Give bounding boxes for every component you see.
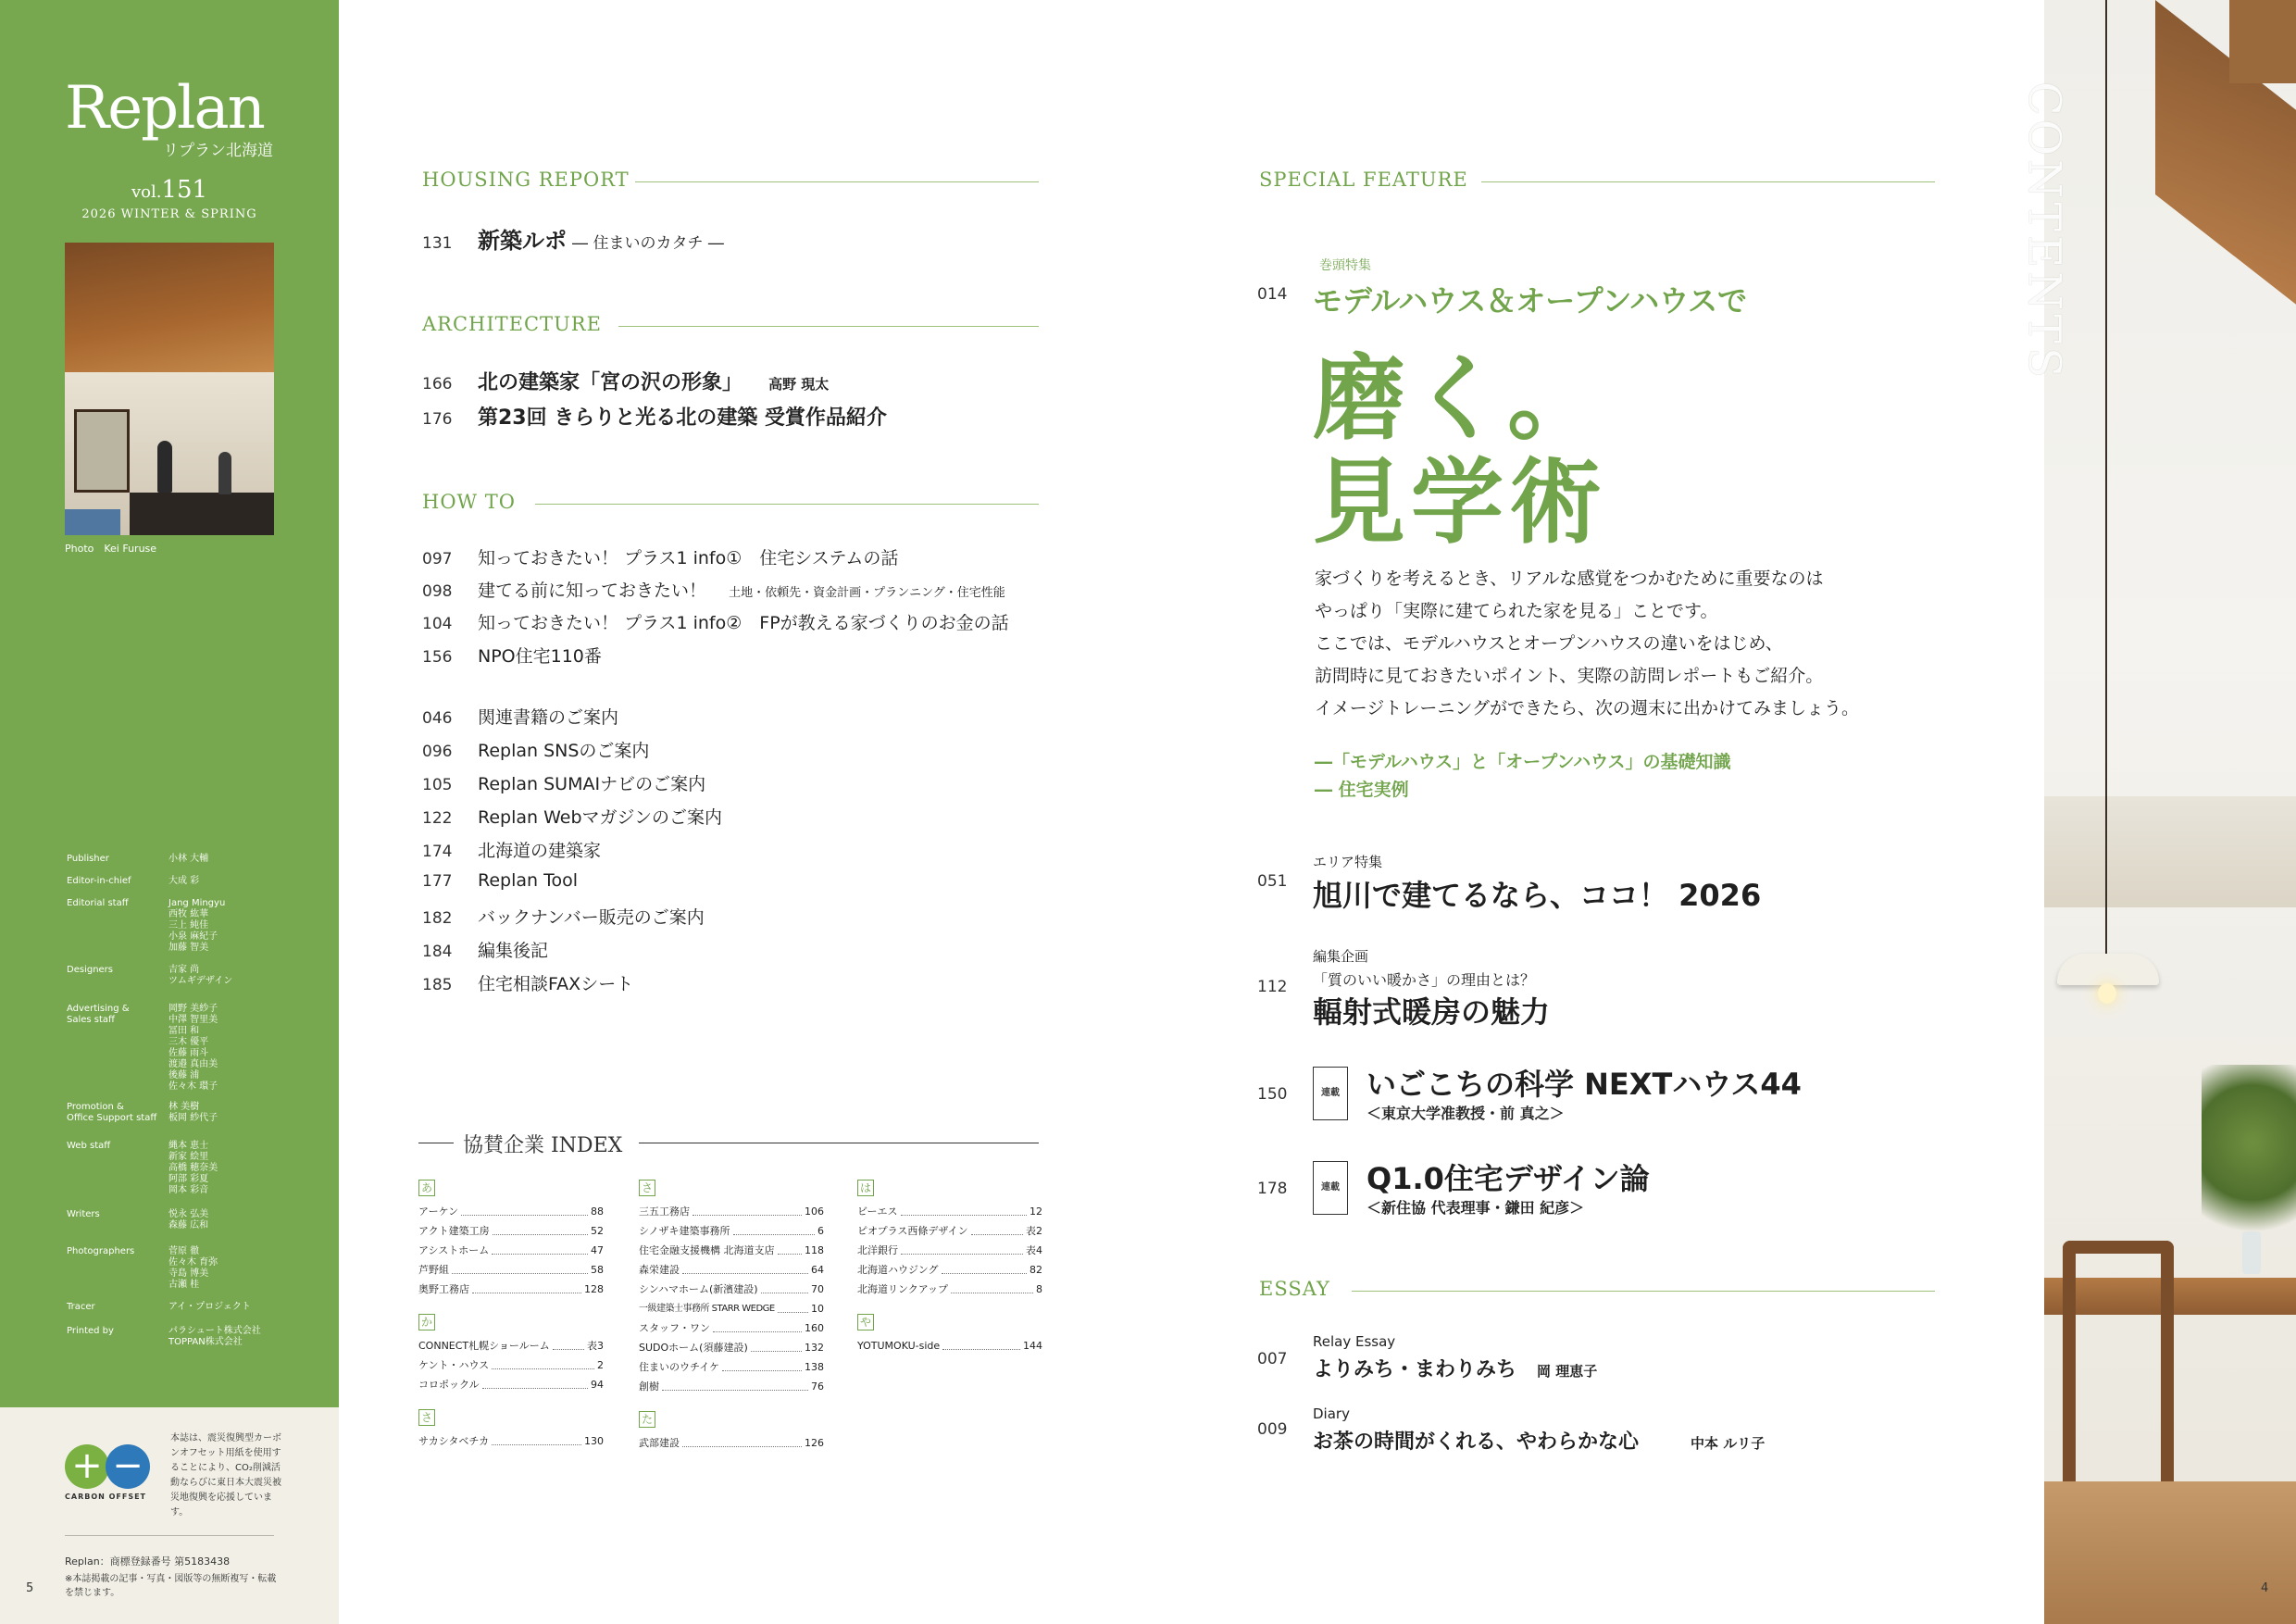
sponsor-entry bbox=[857, 1221, 1042, 1241]
section-rule bbox=[618, 326, 1039, 327]
sponsor-name: ピオプラス西條デザイン bbox=[857, 1225, 968, 1237]
staff-role: Printed by bbox=[67, 1326, 114, 1336]
sponsor-entry bbox=[418, 1355, 604, 1375]
staff-names: 縄本 恵士 新家 絵里 高橋 穂奈美 阿部 彩夏 岡本 彩音 bbox=[168, 1141, 218, 1195]
staff-names: パラシュート株式会社 TOPPAN株式会社 bbox=[168, 1326, 261, 1347]
toc-page: 176 bbox=[422, 410, 453, 429]
toc-item bbox=[422, 367, 829, 395]
staff-role: Designers bbox=[67, 965, 113, 975]
toc-title: NPO住宅110番 bbox=[478, 646, 602, 667]
toc-title: Q1.0住宅デザイン論 bbox=[1366, 1161, 1650, 1196]
toc-title: Replan Webマガジンのご案内 bbox=[478, 807, 723, 828]
sponsor-name: 三五工務店 bbox=[639, 1206, 690, 1218]
toc-page: 098 bbox=[422, 582, 453, 601]
sponsor-entry bbox=[857, 1260, 1042, 1280]
kana-marker: あ bbox=[418, 1180, 435, 1196]
sponsor-page: 2 bbox=[597, 1359, 604, 1371]
sponsor-index-group bbox=[639, 1178, 824, 1396]
sponsor-page: 10 bbox=[811, 1303, 824, 1315]
pendant-lamp-icon bbox=[2057, 954, 2159, 985]
toc-author: 中本 ルリ子 bbox=[1691, 1435, 1766, 1452]
dot-leader bbox=[452, 1260, 588, 1274]
toc-item bbox=[422, 770, 705, 795]
sponsor-entry bbox=[418, 1260, 604, 1280]
dot-leader bbox=[682, 1433, 802, 1447]
sponsor-page: 126 bbox=[805, 1437, 824, 1449]
sponsor-name: スタッフ・ワン bbox=[639, 1322, 710, 1334]
sponsor-page: 130 bbox=[584, 1435, 604, 1447]
minus-icon: − bbox=[106, 1444, 150, 1489]
dot-leader bbox=[901, 1241, 1023, 1255]
toc-title: 建てる前に知っておきたい！ bbox=[478, 581, 707, 601]
sponsor-index-group bbox=[418, 1312, 604, 1394]
toc-page: 156 bbox=[422, 648, 453, 667]
dot-leader bbox=[761, 1280, 808, 1293]
dot-leader bbox=[492, 1431, 581, 1445]
sponsor-entry bbox=[639, 1241, 824, 1260]
toc-title: 北海道の建築家 bbox=[478, 841, 602, 861]
staff-role: Promotion & Office Support staff bbox=[67, 1102, 157, 1123]
toc-page: 112 bbox=[1257, 978, 1288, 996]
sponsor-page: 128 bbox=[584, 1283, 604, 1295]
staff-role: Photographers bbox=[67, 1246, 135, 1256]
sponsor-name: 住まいのウチイケ bbox=[639, 1361, 720, 1373]
sponsor-index-column bbox=[418, 1178, 604, 1464]
toc-title: バックナンバー販売のご案内 bbox=[478, 907, 705, 928]
staff-names: Jang Mingyu 西牧 紘華 三上 純佳 小泉 麻紀子 加藤 智美 bbox=[168, 898, 226, 953]
sponsor-name: 住宅金融支援機構 北海道支店 bbox=[639, 1244, 775, 1256]
brand-logo: Replan bbox=[65, 74, 264, 143]
staff-role: Tracer bbox=[67, 1302, 95, 1312]
sponsor-name: コロポックル bbox=[418, 1379, 480, 1391]
toc-subtitle: ― 住まいのカタチ ― bbox=[572, 234, 724, 253]
staff-names: 大成 彩 bbox=[168, 876, 200, 886]
staff-names: 悦永 弘美 森藤 広和 bbox=[168, 1209, 209, 1230]
staff-role: Advertising & Sales staff bbox=[67, 1004, 130, 1025]
sponsor-name: アーケン bbox=[418, 1206, 459, 1218]
toc-page: 174 bbox=[422, 843, 453, 861]
sponsor-name: SUDOホーム(須藤建設) bbox=[639, 1342, 748, 1354]
sponsor-index-group bbox=[418, 1178, 604, 1299]
sponsor-page: 106 bbox=[805, 1206, 824, 1218]
toc-tag: 編集企画 bbox=[1313, 948, 1369, 965]
toc-item bbox=[422, 737, 649, 762]
sponsor-name: ビーエス bbox=[857, 1206, 898, 1218]
toc-item bbox=[422, 837, 601, 862]
sponsor-entry bbox=[418, 1202, 604, 1221]
sponsor-name: 北洋銀行 bbox=[857, 1244, 898, 1256]
serial-badge: 連載 bbox=[1313, 1067, 1348, 1120]
section-heading-architecture: ARCHITECTURE bbox=[422, 313, 602, 335]
toc-subtitle: 土地・依頼先・資金計画・プランニング・住宅性能 bbox=[729, 586, 1005, 600]
dot-leader bbox=[472, 1280, 581, 1293]
dot-leader bbox=[778, 1241, 803, 1255]
staff-names: 林 美樹 板岡 紗代子 bbox=[168, 1102, 218, 1123]
dot-leader bbox=[951, 1280, 1033, 1293]
toc-page: 051 bbox=[1257, 872, 1288, 891]
section-heading-how-to: HOW TO bbox=[422, 491, 517, 513]
toc-item bbox=[422, 402, 887, 431]
sponsor-page: 12 bbox=[1029, 1206, 1042, 1218]
sponsor-page: 表2 bbox=[1026, 1225, 1042, 1237]
toc-item bbox=[422, 804, 722, 829]
toc-page: 105 bbox=[422, 776, 453, 794]
toc-item bbox=[422, 577, 1005, 602]
sponsor-page: 47 bbox=[591, 1244, 604, 1256]
sponsor-entry bbox=[639, 1280, 824, 1299]
sponsor-name: シンハマホーム(新濱建設) bbox=[639, 1283, 758, 1295]
photo-credit: Photo Kei Furuse bbox=[65, 543, 157, 555]
feature-line: やっぱり「実際に建てられた家を見る」ことです。 bbox=[1315, 601, 1718, 621]
staff-names: 吉家 尚 ツムギデザイン bbox=[168, 965, 233, 986]
sponsor-name: アシストホーム bbox=[418, 1244, 490, 1256]
toc-title: 住宅相談FAXシート bbox=[478, 974, 634, 994]
contents-label: CONTENTS bbox=[2018, 81, 2070, 382]
volume-value: 151 bbox=[161, 176, 208, 204]
toc-title: いごこちの科学 NEXTハウス44 bbox=[1366, 1067, 1802, 1102]
sponsor-index-column bbox=[857, 1178, 1042, 1368]
section-rule bbox=[1352, 1291, 1935, 1292]
sponsor-index-group bbox=[857, 1178, 1042, 1299]
sponsor-page: 82 bbox=[1029, 1264, 1042, 1276]
toc-title: 知っておきたい！ プラス1 info② FPが教える家づくりのお金の話 bbox=[478, 613, 1009, 633]
page-number-left: 5 bbox=[26, 1581, 34, 1595]
sponsor-entry bbox=[857, 1336, 1042, 1355]
sponsor-name: 奥野工務店 bbox=[418, 1283, 469, 1295]
sponsor-name: 北海道リンクアップ bbox=[857, 1283, 949, 1295]
section-heading-special-feature: SPECIAL FEATURE bbox=[1259, 169, 1468, 191]
toc-subtitle: ＜新住協 代表理事・鎌田 紀彦＞ bbox=[1366, 1199, 1585, 1217]
sponsor-name: 北海道ハウジング bbox=[857, 1264, 939, 1276]
feature-subsection: ―「モデルハウス」と「オープンハウス」の基礎知識 bbox=[1315, 752, 1731, 772]
toc-title: Replan SNSのご案内 bbox=[478, 741, 650, 761]
sponsor-index-title: 協賛企業 INDEX bbox=[463, 1134, 623, 1157]
brand-subtitle: リプラン北海道 bbox=[163, 142, 273, 160]
dot-leader bbox=[778, 1299, 808, 1313]
sponsor-entry bbox=[418, 1375, 604, 1394]
contents-vertical-label bbox=[2018, 81, 2102, 415]
section-rule bbox=[535, 504, 1039, 505]
toc-author: 高野 現太 bbox=[768, 376, 830, 393]
dot-leader bbox=[942, 1260, 1027, 1274]
sponsor-entry bbox=[418, 1221, 604, 1241]
sponsor-entry bbox=[639, 1318, 824, 1338]
feature-headline-2: 見学術 bbox=[1313, 448, 1607, 556]
toc-page: 097 bbox=[422, 550, 453, 568]
toc-page: 122 bbox=[422, 809, 453, 828]
sponsor-entry bbox=[639, 1260, 824, 1280]
staff-names: 菅原 徹 佐々木 育弥 寺島 博美 古瀬 桂 bbox=[168, 1246, 218, 1290]
toc-page: 096 bbox=[422, 743, 453, 761]
sponsor-name: ケント・ハウス bbox=[418, 1359, 490, 1371]
kana-marker: か bbox=[418, 1314, 435, 1330]
kana-marker: や bbox=[857, 1314, 874, 1330]
staff-names: 小林 大輔 bbox=[168, 854, 209, 864]
sponsor-name: シノザキ建築事務所 bbox=[639, 1225, 730, 1237]
sponsor-name: アクト建築工房 bbox=[418, 1225, 490, 1237]
volume-prefix: vol. bbox=[131, 182, 162, 202]
feature-line: 訪問時に見ておきたいポイント、実際の訪問レポートもご紹介。 bbox=[1315, 666, 1824, 686]
toc-subtitle: 「質のいい暖かさ」の理由とは？ bbox=[1313, 971, 1536, 989]
sponsor-page: 70 bbox=[811, 1283, 824, 1295]
cover-photo bbox=[65, 243, 274, 535]
sponsor-page: 6 bbox=[817, 1225, 824, 1237]
serial-badge: 連載 bbox=[1313, 1161, 1348, 1215]
staff-role: Web staff bbox=[67, 1141, 111, 1151]
toc-title: Replan SUMAIナビのご案内 bbox=[478, 774, 706, 794]
staff-role: Editorial staff bbox=[67, 898, 129, 908]
sponsor-entry bbox=[418, 1280, 604, 1299]
toc-author: 岡 理恵子 bbox=[1537, 1363, 1598, 1380]
toc-tag: Diary bbox=[1313, 1405, 1350, 1422]
toc-title: よりみち・まわりみち bbox=[1313, 1358, 1517, 1381]
sponsor-page: 94 bbox=[591, 1379, 604, 1391]
carbon-offset-label: CARBON OFFSET bbox=[65, 1493, 147, 1501]
sponsor-entry bbox=[639, 1433, 824, 1453]
toc-tag: Relay Essay bbox=[1313, 1333, 1396, 1350]
sponsor-entry bbox=[418, 1431, 604, 1451]
kana-marker: は bbox=[857, 1180, 874, 1196]
toc-page: 177 bbox=[422, 872, 453, 891]
dot-leader bbox=[553, 1336, 584, 1350]
dot-leader bbox=[971, 1221, 1023, 1235]
toc-tag: エリア特集 bbox=[1313, 854, 1383, 870]
dot-leader bbox=[733, 1221, 815, 1235]
toc-page: 104 bbox=[422, 615, 453, 633]
section-heading-housing-report: HOUSING REPORT bbox=[422, 169, 630, 191]
sponsor-index-group bbox=[639, 1409, 824, 1453]
toc-title: 編集後記 bbox=[478, 941, 549, 961]
toc-item bbox=[422, 904, 705, 929]
plus-icon: + bbox=[65, 1444, 109, 1489]
sponsor-name: 武部建設 bbox=[639, 1437, 680, 1449]
divider bbox=[65, 1535, 274, 1536]
toc-item bbox=[422, 222, 724, 255]
kana-marker: さ bbox=[639, 1180, 655, 1196]
sponsor-entry bbox=[857, 1280, 1042, 1299]
sponsor-page: 64 bbox=[811, 1264, 824, 1276]
dot-leader bbox=[492, 1241, 588, 1255]
sponsor-name: CONNECT札幌ショールーム bbox=[418, 1340, 550, 1352]
sponsor-page: 表4 bbox=[1026, 1244, 1042, 1256]
sponsor-entry bbox=[418, 1241, 604, 1260]
toc-title: Replan Tool bbox=[478, 870, 579, 891]
sponsor-entry bbox=[418, 1336, 604, 1355]
dot-leader bbox=[693, 1202, 802, 1216]
toc-title: 知っておきたい！ プラス1 info① 住宅システムの話 bbox=[478, 548, 899, 568]
season-label: 2026 WINTER & SPRING bbox=[81, 207, 257, 221]
toc-title: 北の建築家「宮の沢の形象」 bbox=[478, 371, 743, 394]
feature-tag: 巻頭特集 bbox=[1319, 258, 1371, 273]
sponsor-name: 創樹 bbox=[639, 1380, 659, 1393]
feature-line: 家づくりを考えるとき、リアルな感覚をつかむために重要なのは bbox=[1315, 568, 1824, 589]
staff-role: Publisher bbox=[67, 854, 109, 864]
sponsor-page: 138 bbox=[805, 1361, 824, 1373]
sponsor-entry bbox=[639, 1377, 824, 1396]
toc-page: 009 bbox=[1257, 1420, 1288, 1439]
toc-title: 第23回 きらりと光る北の建築 受賞作品紹介 bbox=[478, 406, 887, 430]
dot-leader bbox=[461, 1202, 588, 1216]
toc-page: 131 bbox=[422, 234, 453, 253]
sponsor-entry bbox=[639, 1357, 824, 1377]
copyright-note: ※本誌掲載の記事・写真・図版等の無断複写・転載を禁じます。 bbox=[65, 1574, 277, 1598]
sponsor-entry bbox=[857, 1241, 1042, 1260]
toc-subtitle: ＜東京大学准教授・前 真之＞ bbox=[1366, 1105, 1565, 1122]
toc-page: 182 bbox=[422, 909, 453, 928]
sponsor-page: 76 bbox=[811, 1380, 824, 1393]
sponsor-page: 118 bbox=[805, 1244, 824, 1256]
sponsor-entry bbox=[639, 1202, 824, 1221]
toc-item bbox=[422, 704, 618, 729]
toc-item bbox=[422, 609, 1009, 634]
toc-title: 輻射式暖房の魅力 bbox=[1313, 994, 1551, 1030]
feature-headline-1: 磨く。 bbox=[1313, 344, 1605, 453]
feature-line: ここでは、モデルハウスとオープンハウスの違いをはじめ、 bbox=[1315, 633, 1783, 654]
toc-title: 関連書籍のご案内 bbox=[478, 707, 619, 728]
carbon-offset-logo bbox=[65, 1444, 157, 1504]
sponsor-index-group bbox=[857, 1312, 1042, 1355]
section-rule bbox=[1481, 181, 1935, 182]
toc-item bbox=[422, 643, 602, 668]
toc-page: 184 bbox=[422, 943, 453, 961]
sponsor-name: 芦野組 bbox=[418, 1264, 449, 1276]
sponsor-name: YOTUMOKU-side bbox=[857, 1340, 941, 1352]
dot-leader bbox=[713, 1318, 802, 1332]
trademark-registration: Replan：商標登録番号 第5183438 bbox=[65, 1555, 231, 1568]
page-number-right: 4 bbox=[2261, 1581, 2269, 1595]
toc-item bbox=[422, 870, 578, 891]
toc-page: 007 bbox=[1257, 1350, 1288, 1368]
staff-role: Editor-in-chief bbox=[67, 876, 131, 886]
sponsor-index-column bbox=[639, 1178, 824, 1466]
sponsor-index-heading bbox=[418, 1130, 1039, 1157]
sponsor-name: サカシタベチカ bbox=[418, 1435, 490, 1447]
dot-leader bbox=[482, 1375, 588, 1389]
section-heading-essay: ESSAY bbox=[1259, 1278, 1330, 1300]
sponsor-name: 一級建築士事務所 STARR WEDGE bbox=[639, 1304, 775, 1314]
dot-leader bbox=[682, 1260, 808, 1274]
sponsor-entry bbox=[639, 1221, 824, 1241]
staff-names: 岡野 美紗子 中澤 智里美 冨田 和 三木 優平 佐藤 雨斗 渡邉 真由美 後藤 浦 佐々木 環子 bbox=[168, 1004, 218, 1092]
toc-page: 166 bbox=[422, 375, 453, 394]
kana-marker: た bbox=[639, 1411, 655, 1428]
dot-leader bbox=[492, 1355, 594, 1369]
sponsor-name: 森栄建設 bbox=[639, 1264, 680, 1276]
toc-title: 旭川で建てるなら、ココ！ 2026 bbox=[1313, 878, 1762, 913]
dot-leader bbox=[493, 1221, 588, 1235]
staff-role: Writers bbox=[67, 1209, 100, 1219]
toc-item bbox=[422, 544, 898, 569]
sponsor-page: 58 bbox=[591, 1264, 604, 1276]
sponsor-page: 132 bbox=[805, 1342, 824, 1354]
kana-marker: さ bbox=[418, 1409, 435, 1426]
toc-page: 178 bbox=[1257, 1180, 1288, 1198]
toc-item bbox=[422, 970, 633, 995]
sponsor-page: 表3 bbox=[587, 1340, 604, 1352]
staff-names: アイ・プロジェクト bbox=[168, 1302, 251, 1312]
dot-leader bbox=[722, 1357, 802, 1371]
sponsor-entry bbox=[639, 1338, 824, 1357]
dot-leader bbox=[901, 1202, 1027, 1216]
sponsor-page: 8 bbox=[1036, 1283, 1042, 1295]
dot-leader bbox=[662, 1377, 808, 1391]
sponsor-page: 160 bbox=[805, 1322, 824, 1334]
feature-description bbox=[1315, 563, 1889, 725]
dot-leader bbox=[942, 1336, 1020, 1350]
feature-title: モデルハウス＆オープンハウスで bbox=[1313, 283, 1748, 319]
feature-line: イメージトレーニングができたら、次の週末に出かけてみましょう。 bbox=[1315, 698, 1860, 718]
toc-title: お茶の時間がくれる、やわらかな心 bbox=[1313, 1430, 1640, 1454]
toc-title: 新築ルポ bbox=[478, 228, 567, 254]
volume-number bbox=[0, 176, 339, 204]
sponsor-page: 144 bbox=[1023, 1340, 1042, 1352]
feature-subsection: ― 住宅実例 bbox=[1315, 780, 1409, 800]
toc-page: 014 bbox=[1257, 285, 1288, 304]
toc-item bbox=[422, 937, 548, 962]
sponsor-entry bbox=[639, 1299, 824, 1318]
toc-page: 185 bbox=[422, 976, 453, 994]
dot-leader bbox=[751, 1338, 802, 1352]
sponsor-entry bbox=[857, 1202, 1042, 1221]
section-rule bbox=[635, 181, 1039, 182]
carbon-offset-text: 本誌は、震災復興型カーボンオフセット用紙を使用することにより、CO₂削減活動ならびに東日本大震災被災地復興を応援しています。 bbox=[170, 1433, 281, 1518]
toc-page: 150 bbox=[1257, 1085, 1288, 1104]
sponsor-page: 52 bbox=[591, 1225, 604, 1237]
sponsor-page: 88 bbox=[591, 1206, 604, 1218]
toc-page: 046 bbox=[422, 709, 453, 728]
sponsor-index-group bbox=[418, 1407, 604, 1451]
